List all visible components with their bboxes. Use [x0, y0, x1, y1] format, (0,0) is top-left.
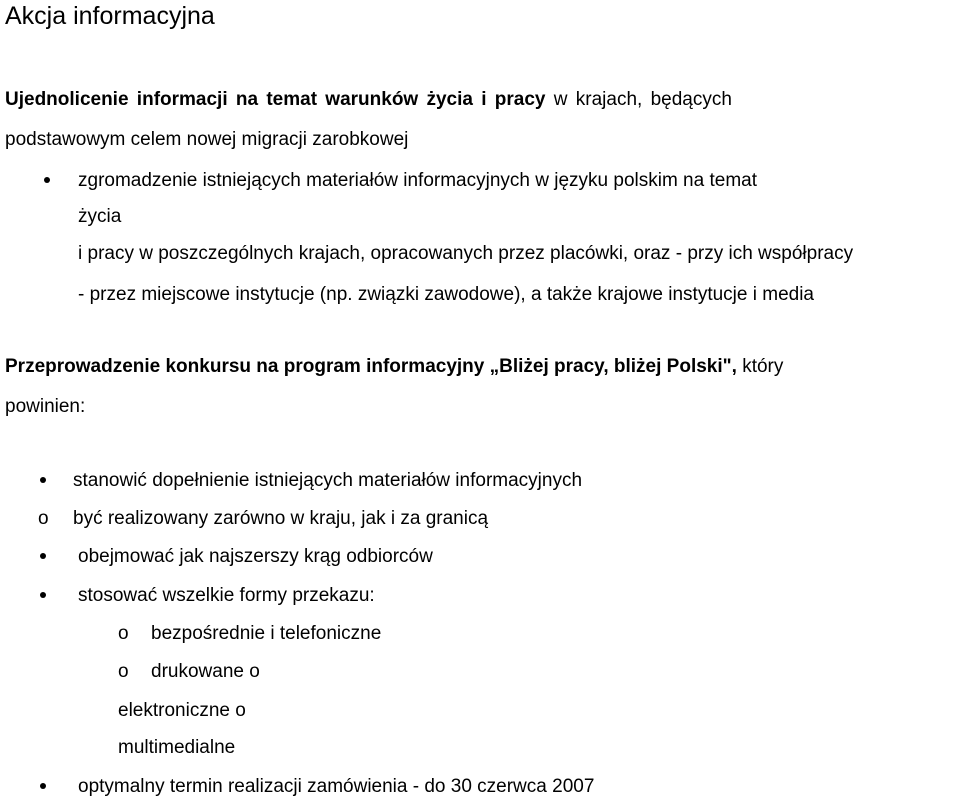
section1-bullet-line4: - przez miejscowe instytucje (np. związki zawodowe), a także krajowe instytucje i media	[78, 284, 814, 305]
sub-list-item: drukowane o	[151, 661, 260, 682]
bullet-icon	[40, 553, 46, 559]
section1-bullet-line3: i pracy w poszczególnych krajach, opracowanych przez placówki, oraz - przy ich współpracy	[78, 243, 854, 264]
sub-list-line: multimedialne	[118, 737, 236, 758]
section1-bullet-line2: życia	[78, 206, 122, 227]
section2-heading-rest: który	[736, 356, 784, 377]
list-item: obejmować jak najszerszy krąg odbiorców	[78, 546, 433, 567]
section1-heading-bold: Ujednolicenie informacji na temat warunków życia i pracy	[5, 89, 546, 110]
list-item: być realizowany zarówno w kraju, jak i za granicą	[73, 508, 489, 529]
sub-list-line: elektroniczne o	[118, 700, 246, 721]
page-title: Akcja informacyjna	[5, 2, 215, 30]
bullet-icon	[40, 783, 46, 789]
list-item: optymalny termin realizacji zamówienia - do 30 czerwca 2007	[78, 776, 595, 797]
circle-bullet-icon: o	[118, 661, 129, 682]
section1-bullet-line1: zgromadzenie istniejących materiałów informacyjnych w języku polskim na temat	[78, 170, 757, 191]
section1-heading-rest: w krajach, będących	[545, 89, 732, 110]
section1-heading-line2: podstawowym celem nowej migracji zarobkowej	[5, 129, 409, 150]
section2-heading	[5, 355, 783, 379]
bullet-icon	[44, 177, 50, 183]
list-item: stosować wszelkie formy przekazu:	[78, 585, 375, 606]
section2-heading-bold: Przeprowadzenie konkursu na program informacyjny „Bliżej pracy, bliżej Polski",	[5, 356, 737, 377]
list-item: stanowić dopełnienie istniejących materiałów informacyjnych	[73, 470, 583, 491]
circle-bullet-icon: o	[38, 508, 49, 529]
circle-bullet-icon: o	[118, 623, 129, 644]
section2-heading-line2: powinien:	[5, 396, 86, 417]
bullet-icon	[40, 477, 46, 483]
sub-list-item: bezpośrednie i telefoniczne	[151, 623, 382, 644]
section1-heading	[5, 88, 732, 112]
bullet-icon	[40, 592, 46, 598]
